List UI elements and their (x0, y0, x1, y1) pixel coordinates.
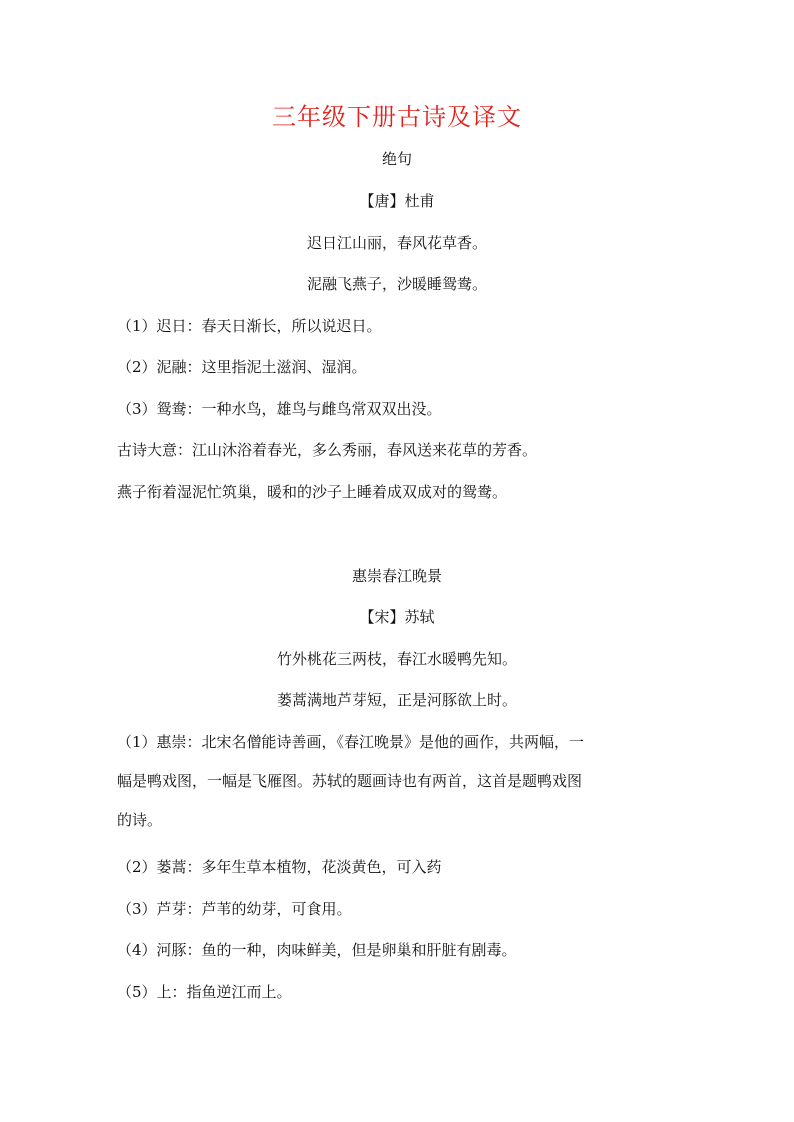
poem2-note-4: （4）河豚：鱼的一种，肉味鲜美，但是卵巢和肝脏有剧毒。 (117, 941, 517, 959)
poem1-title: 绝句 (381, 150, 412, 168)
poem2-note-1 (117, 723, 682, 840)
poem1-note-3: （3）鸳鸯：一种水鸟，雄鸟与雌鸟常双双出没。 (117, 400, 442, 418)
page-title: 三年级下册古诗及译文 (272, 103, 522, 131)
poem2-note-2: （2）蒌蒿：多年生草本植物，花淡黄色，可入药 (117, 858, 442, 876)
poem2-note-1-line-3: 的诗。 (117, 811, 163, 829)
poem2-line-2: 蒌蒿满地芦芽短，正是河豚欲上时。 (276, 691, 517, 709)
poem1-line-2: 泥融飞燕子，沙暖睡鸳鸯。 (306, 275, 487, 293)
poem2-author: 【宋】苏轼 (359, 608, 435, 626)
poem1-meaning-1: 古诗大意：江山沐浴着春光，多么秀丽，春风送来花草的芳香。 (117, 441, 538, 459)
poem2-note-1-line-1: （1）惠崇：北宋名僧能诗善画，《春江晚景》是他的画作，共两幅，一 (117, 733, 585, 751)
poem2-line-1: 竹外桃花三两枝，春江水暖鸭先知。 (276, 650, 517, 668)
poem1-note-2: （2）泥融：这里指泥土滋润、湿润。 (117, 358, 367, 376)
poem1-line-1: 迟日江山丽，春风花草香。 (306, 234, 487, 252)
poem2-note-5: （5）上：指鱼逆江而上。 (117, 983, 292, 1001)
poem1-meaning-2: 燕子衔着湿泥忙筑巢，暖和的沙子上睡着成双成对的鸳鸯。 (117, 483, 508, 501)
poem1-note-1: （1）迟日：春天日渐长，所以说迟日。 (117, 317, 382, 335)
poem2-note-3: （3）芦芽：芦苇的幼芽，可食用。 (117, 900, 352, 918)
poem2-note-1-line-2: 幅是鸭戏图，一幅是飞雁图。苏轼的题画诗也有两首，这首是题鸭戏图 (117, 772, 583, 790)
poem2-title: 惠崇春江晚景 (351, 567, 442, 585)
poem1-author: 【唐】杜甫 (359, 192, 435, 210)
